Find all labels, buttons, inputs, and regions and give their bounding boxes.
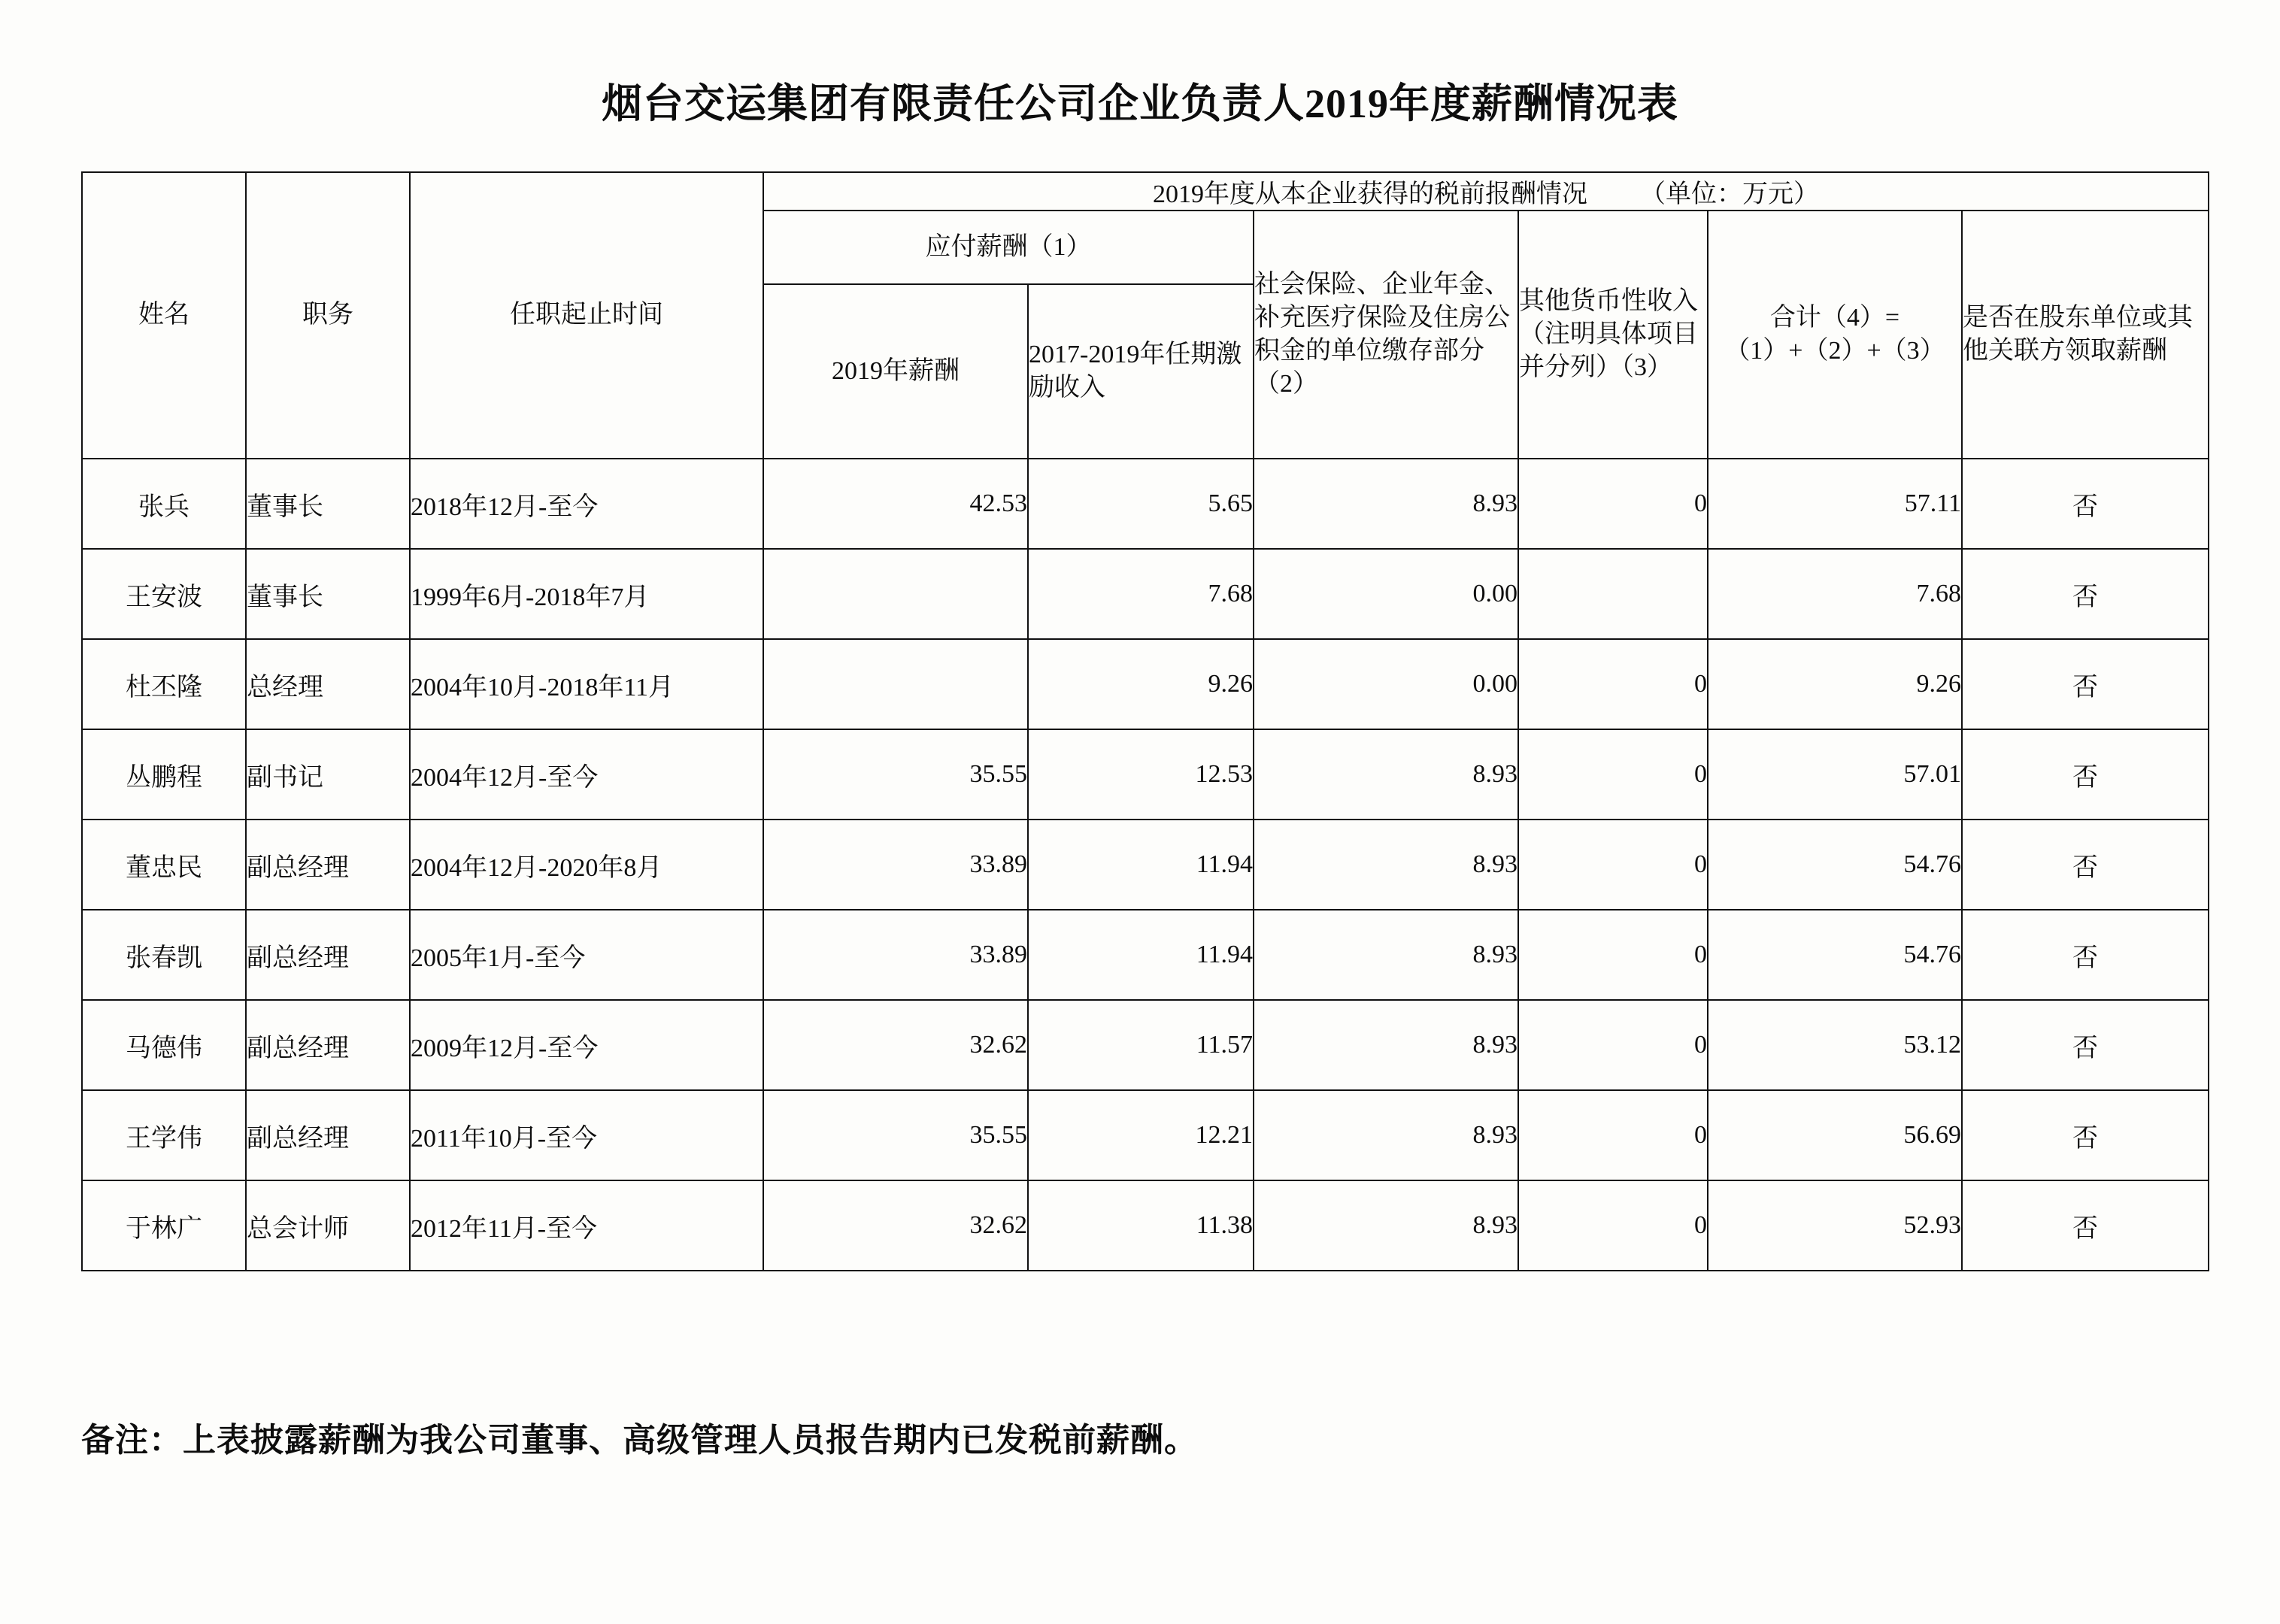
group-header-unit: （单位：万元）: [1640, 180, 1819, 208]
cell-total: 52.93: [1708, 1180, 1962, 1271]
cell-other-income: [1518, 549, 1708, 639]
cell-total: 54.76: [1708, 910, 1962, 1000]
cell-from-shareholder: 否: [1962, 1180, 2209, 1271]
cell-period: 2011年10月-至今: [410, 1090, 763, 1180]
col-header-post: 职务: [246, 172, 410, 459]
cell-insurance: 0.00: [1254, 639, 1518, 729]
table-row: [82, 1090, 2209, 1180]
cell-from-shareholder: 否: [1962, 1000, 2209, 1090]
cell-salary-2019: 33.89: [763, 910, 1028, 1000]
cell-period: 2009年12月-至今: [410, 1000, 763, 1090]
group-header-text: 2019年度从本企业获得的税前报酬情况: [1153, 180, 1587, 208]
cell-from-shareholder: 否: [1962, 910, 2209, 1000]
cell-incentive: 11.94: [1028, 910, 1254, 1000]
table-row: [82, 639, 2209, 729]
cell-name: 杜丕隆: [82, 639, 246, 729]
cell-total: 53.12: [1708, 1000, 1962, 1090]
cell-from-shareholder: 否: [1962, 1090, 2209, 1180]
cell-period: 2018年12月-至今: [410, 459, 763, 549]
col-header-other-income: 其他货币性收入（注明具体项目并分列）（3）: [1518, 211, 1708, 459]
col-header-salary-2019: 2019年薪酬: [763, 284, 1028, 459]
cell-total: 57.11: [1708, 459, 1962, 549]
cell-other-income: 0: [1518, 1090, 1708, 1180]
page-title: 烟台交运集团有限责任公司企业负责人2019年度薪酬情况表: [602, 81, 1678, 126]
cell-insurance: 8.93: [1254, 1180, 1518, 1271]
cell-period: 2004年12月-至今: [410, 729, 763, 820]
cell-salary-2019: [763, 549, 1028, 639]
col-header-period: 任职起止时间: [410, 172, 763, 459]
cell-from-shareholder: 否: [1962, 459, 2209, 549]
cell-insurance: 0.00: [1254, 549, 1518, 639]
cell-post: 董事长: [246, 459, 410, 549]
table-header: [82, 172, 2209, 459]
cell-post: 副总经理: [246, 910, 410, 1000]
cell-incentive: 5.65: [1028, 459, 1254, 549]
col-header-total: 合计（4）=（1）+（2）+（3）: [1708, 211, 1962, 459]
cell-insurance: 8.93: [1254, 910, 1518, 1000]
cell-incentive: 11.94: [1028, 820, 1254, 910]
cell-salary-2019: 42.53: [763, 459, 1028, 549]
table-row: [82, 729, 2209, 820]
cell-name: 马德伟: [82, 1000, 246, 1090]
col-header-incentive: 2017-2019年任期激励收入: [1028, 284, 1254, 459]
cell-post: 总经理: [246, 639, 410, 729]
cell-incentive: 11.57: [1028, 1000, 1254, 1090]
cell-from-shareholder: 否: [1962, 549, 2209, 639]
cell-name: 董忠民: [82, 820, 246, 910]
cell-post: 副总经理: [246, 1090, 410, 1180]
cell-insurance: 8.93: [1254, 1090, 1518, 1180]
col-header-group-pretax: [763, 172, 2209, 211]
cell-name: 于林广: [82, 1180, 246, 1271]
cell-period: 2004年12月-2020年8月: [410, 820, 763, 910]
cell-total: 57.01: [1708, 729, 1962, 820]
table-row: [82, 459, 2209, 549]
cell-other-income: 0: [1518, 639, 1708, 729]
cell-insurance: 8.93: [1254, 459, 1518, 549]
cell-total: 7.68: [1708, 549, 1962, 639]
table-note: 备注：上表披露薪酬为我公司董事、高级管理人员报告期内已发税前薪酬。: [81, 1422, 1198, 1459]
cell-other-income: 0: [1518, 910, 1708, 1000]
table-row: [82, 549, 2209, 639]
table-row: [82, 1180, 2209, 1271]
table-row: [82, 820, 2209, 910]
cell-total: 54.76: [1708, 820, 1962, 910]
cell-other-income: 0: [1518, 1180, 1708, 1271]
cell-period: 2005年1月-至今: [410, 910, 763, 1000]
cell-other-income: 0: [1518, 459, 1708, 549]
cell-name: 张兵: [82, 459, 246, 549]
cell-incentive: 11.38: [1028, 1180, 1254, 1271]
cell-period: 2012年11月-至今: [410, 1180, 763, 1271]
cell-name: 丛鹏程: [82, 729, 246, 820]
cell-from-shareholder: 否: [1962, 639, 2209, 729]
cell-from-shareholder: 否: [1962, 729, 2209, 820]
cell-salary-2019: 32.62: [763, 1000, 1028, 1090]
cell-other-income: 0: [1518, 820, 1708, 910]
cell-salary-2019: 35.55: [763, 1090, 1028, 1180]
cell-salary-2019: 35.55: [763, 729, 1028, 820]
cell-insurance: 8.93: [1254, 820, 1518, 910]
table-row: [82, 1000, 2209, 1090]
salary-table: [81, 171, 2209, 1271]
col-header-payable-salary-group: 应付薪酬（1）: [763, 211, 1254, 284]
cell-post: 副书记: [246, 729, 410, 820]
cell-name: 王学伟: [82, 1090, 246, 1180]
cell-salary-2019: [763, 639, 1028, 729]
cell-post: 副总经理: [246, 820, 410, 910]
cell-other-income: 0: [1518, 729, 1708, 820]
cell-incentive: 9.26: [1028, 639, 1254, 729]
salary-table-container: [81, 171, 2208, 1271]
cell-salary-2019: 32.62: [763, 1180, 1028, 1271]
header-row-group: [82, 172, 2209, 211]
col-header-from-shareholder: 是否在股东单位或其他关联方领取薪酬: [1962, 211, 2209, 459]
cell-name: 王安波: [82, 549, 246, 639]
cell-total: 56.69: [1708, 1090, 1962, 1180]
cell-incentive: 7.68: [1028, 549, 1254, 639]
cell-period: 2004年10月-2018年11月: [410, 639, 763, 729]
cell-incentive: 12.21: [1028, 1090, 1254, 1180]
cell-incentive: 12.53: [1028, 729, 1254, 820]
cell-post: 总会计师: [246, 1180, 410, 1271]
col-header-name: 姓名: [82, 172, 246, 459]
cell-other-income: 0: [1518, 1000, 1708, 1090]
cell-insurance: 8.93: [1254, 729, 1518, 820]
table-row: [82, 910, 2209, 1000]
cell-insurance: 8.93: [1254, 1000, 1518, 1090]
table-body: [82, 459, 2209, 1271]
cell-post: 副总经理: [246, 1000, 410, 1090]
cell-post: 董事长: [246, 549, 410, 639]
cell-period: 1999年6月-2018年7月: [410, 549, 763, 639]
cell-from-shareholder: 否: [1962, 820, 2209, 910]
cell-name: 张春凯: [82, 910, 246, 1000]
cell-salary-2019: 33.89: [763, 820, 1028, 910]
col-header-insurance: 社会保险、企业年金、补充医疗保险及住房公积金的单位缴存部分（2）: [1254, 211, 1518, 459]
cell-total: 9.26: [1708, 639, 1962, 729]
